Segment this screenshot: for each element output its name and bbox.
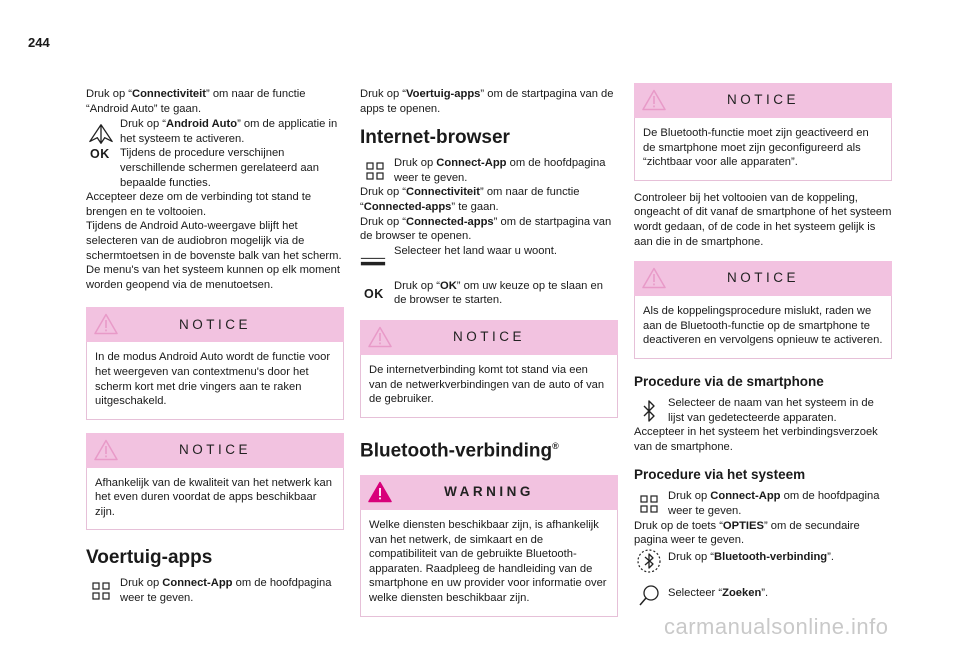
search-icon — [636, 582, 662, 608]
notice-title: NOTICE — [452, 329, 525, 345]
paragraph: Selecteer de naam van het systeem in de lijst van gedetecteerde apparaten. — [668, 396, 874, 424]
paragraph: De menu's van het systeem kunnen op elk moment worden geopend via de menutoetsen. — [86, 264, 340, 291]
bluetooth-icon — [636, 398, 662, 424]
warning-box — [360, 475, 618, 617]
notice-title: NOTICE — [178, 316, 251, 332]
instruction-row — [634, 396, 892, 425]
paragraph: Druk op Connect-App om de hoofdpagina weer te geven. — [668, 490, 880, 517]
paragraph: Druk op “Android Auto” om de applicatie in het systeem te activeren. — [120, 118, 338, 145]
section-heading: Internet-browser — [360, 127, 510, 149]
ok-icon: OK — [90, 147, 110, 162]
notice-text: Als de koppelingsprocedure mislukt, raden we aan de Bluetooth-functie op de smartphone te deactiveren en vervolgens opnieuw te activeren. — [634, 296, 892, 359]
notice-title: NOTICE — [178, 441, 251, 457]
instruction-row — [360, 279, 618, 308]
notice-box — [634, 83, 892, 181]
notice-title: NOTICE — [726, 270, 799, 286]
connect-app-icon — [636, 491, 662, 517]
watermark: carmanualsonline.info — [664, 614, 889, 639]
paragraph: Druk op “Connectiviteit” om naar de functie “Android Auto” te gaan. — [86, 88, 306, 115]
warning-icon — [368, 481, 392, 508]
ok-icon: OK — [364, 286, 384, 301]
paragraph: Controleer bij het voltooien van de koppeling, ongeacht of dit vanaf de smartphone of het systeem wordt gedaan, of de code in het systeem gelijk is aan die in de smartphone. — [634, 191, 892, 248]
paragraph: Selecteer het land waar u woont. — [394, 244, 557, 257]
notice-icon — [368, 326, 392, 353]
section-heading: Voertuig-apps — [86, 547, 213, 569]
bluetooth-settings-icon — [636, 548, 662, 574]
page-number: 244 — [28, 35, 50, 50]
connect-app-icon — [88, 578, 114, 604]
paragraph: Druk op “Voertuig-apps” om de startpagina van de apps te openen. — [360, 88, 614, 115]
instruction-row — [86, 146, 344, 190]
notice-text: De Bluetooth-functie moet zijn geactiveerd en de smartphone moet zijn geconfigureerd als “zichtbaar voor alle apparaten”. — [634, 118, 892, 181]
column-2 — [360, 87, 618, 617]
list-select-icon — [360, 248, 386, 274]
paragraph: Tijdens de procedure verschijnen verschillende schermen gerelateerd aan bepaalde functies. — [120, 147, 320, 189]
column-1 — [86, 87, 344, 606]
subsection-heading: Procedure via de smartphone — [634, 373, 824, 389]
paragraph: Accepteer in het systeem het verbindingsverzoek van de smartphone. — [634, 426, 878, 453]
subsection-heading: Procedure via het systeem — [634, 467, 806, 483]
notice-box — [634, 261, 892, 359]
notice-icon — [642, 89, 666, 116]
notice-icon — [642, 267, 666, 294]
notice-text: In de modus Android Auto wordt de functie voor het weergeven van contextmenu's door het scherm kort met drie vingers aan te raken uitgeschakeld. — [86, 342, 344, 419]
android-auto-icon — [88, 121, 114, 147]
instruction-row — [360, 156, 618, 185]
connect-app-icon — [362, 158, 388, 184]
instruction-row — [86, 117, 344, 146]
paragraph: Accepteer deze om de verbinding tot stand te brengen en te voltooien. — [86, 191, 312, 218]
instruction-row — [634, 582, 892, 608]
notice-text: De internetverbinding komt tot stand via een van de netwerkverbindingen van de auto of van de gebruiker. — [360, 355, 618, 418]
section-heading: Bluetooth-verbinding® — [360, 440, 559, 462]
notice-box — [360, 320, 618, 418]
instruction-row — [634, 489, 892, 518]
paragraph: Druk op de toets “OPTIES” om de secundaire pagina weer te geven. — [634, 519, 860, 547]
paragraph: Selecteer “Zoeken”. — [668, 586, 769, 599]
paragraph: Druk op “Connected-apps” om de startpagina van de browser te openen. — [360, 215, 612, 243]
paragraph: Tijdens de Android Auto-weergave blijft het selecteren van de audiobron mogelijk via de schermtoetsen in de bovenste balk van het scherm. — [86, 220, 342, 262]
column-3 — [634, 83, 892, 608]
paragraph: Druk op “OK” om uw keuze op te slaan en de browser te starten. — [394, 279, 603, 307]
paragraph: Druk op “Bluetooth-verbinding”. — [668, 550, 834, 563]
notice-icon — [94, 313, 118, 340]
instruction-row — [86, 576, 344, 605]
instruction-row — [360, 244, 618, 274]
warning-title: WARNING — [444, 484, 534, 500]
notice-icon — [94, 439, 118, 466]
notice-title: NOTICE — [726, 92, 799, 108]
warning-text: Welke diensten beschikbaar zijn, is afhankelijk van het netwerk, de simkaart en de compatibiliteit van de gebruikte Bluetooth-apparaten. Raadpleeg de handleiding van de smartphone en uw provider voor informatie over welke diensten beschikbaar zijn. — [360, 510, 618, 617]
paragraph: Druk op “Connectiviteit” om naar de functie “Connected-apps” te gaan. — [360, 186, 580, 213]
notice-text: Afhankelijk van de kwaliteit van het netwerk kan het even duren voordat de apps beschikbaar zijn. — [86, 468, 344, 531]
notice-box — [86, 433, 344, 531]
notice-box — [86, 307, 344, 419]
instruction-row — [634, 548, 892, 576]
paragraph: Druk op Connect-App om de hoofdpagina weer te geven. — [120, 577, 332, 605]
paragraph: Druk op Connect-App om de hoofdpagina weer te geven. — [394, 157, 606, 184]
